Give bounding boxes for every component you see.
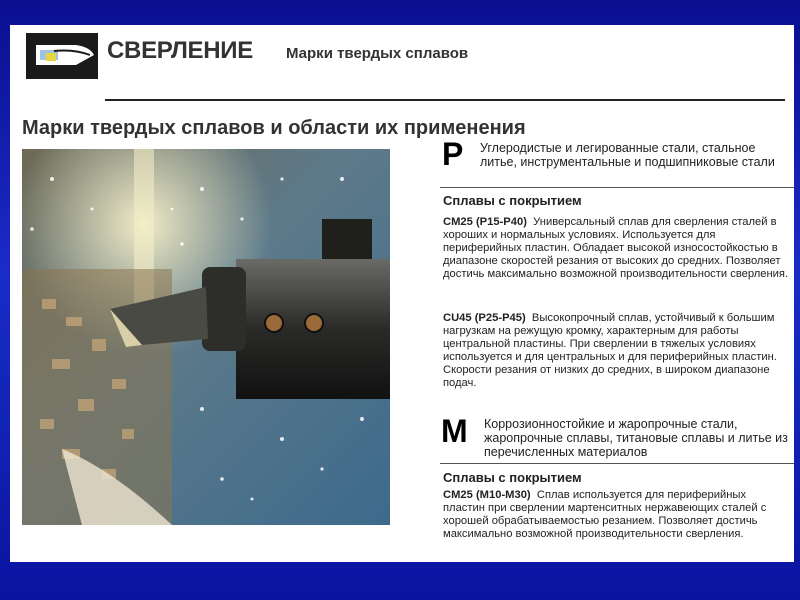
grade-text: Сплав используется для периферийных пластин при сверлении мартенситных нержавеющих сталей с хорошей обрабатываемостью резанием. Позволяет достичь максимально возможной производительности сверления. xyxy=(443,489,767,540)
group-p-description: Углеродистые и легированные стали, стальное литье, инструментальные и подшипниковые стали xyxy=(480,141,775,169)
group-m-divider xyxy=(440,463,794,464)
grade-cm25-m xyxy=(443,489,789,541)
grade-text: Универсальный сплав для сверления сталей в хороших и нормальных условиях. Используется для периферийных пластин. Обладает высокой износостойкостью в диапазоне скоростей резания от высоких до средних. Позволяет достичь максимально возможной производительности сверления. xyxy=(443,216,789,280)
group-letter-p: P xyxy=(442,136,464,172)
group-m-description: Коррозионностойкие и жаропрочные стали, жаропрочные сплавы, титановые сплавы и литье из перечисленных материалов xyxy=(484,417,788,459)
slide xyxy=(10,25,794,562)
grade-cm25-p xyxy=(443,216,789,281)
grade-text: Высокопрочный сплав, устойчивый к большим нагрузкам на режущую кромку, характерным для работы центральной пластины. При сверлении в тяжелых условиях используется и для центральных и для периферийных пластин. Скорости резания от низких до средних, в широком диапазоне подач. xyxy=(443,312,777,389)
grade-code: CM25 (P15-P40) xyxy=(443,216,527,228)
page-subtitle: Марки твердых сплавов xyxy=(286,45,469,62)
header-divider xyxy=(105,99,785,101)
group-m-subheading: Сплавы с покрытием xyxy=(443,470,582,485)
group-letter-m: M xyxy=(441,413,468,449)
page-title: СВЕРЛЕНИЕ xyxy=(107,37,253,64)
drilling-photo xyxy=(22,149,390,525)
section-heading: Марки твердых сплавов и области их применения xyxy=(22,117,526,139)
group-p-subheading: Сплавы с покрытием xyxy=(443,193,582,208)
grade-cu45 xyxy=(443,312,789,389)
group-p-divider xyxy=(440,187,794,188)
drill-logo-icon xyxy=(26,33,98,79)
grade-code: CM25 (M10-M30) xyxy=(443,489,531,501)
grade-code: CU45 (P25-P45) xyxy=(443,312,526,324)
